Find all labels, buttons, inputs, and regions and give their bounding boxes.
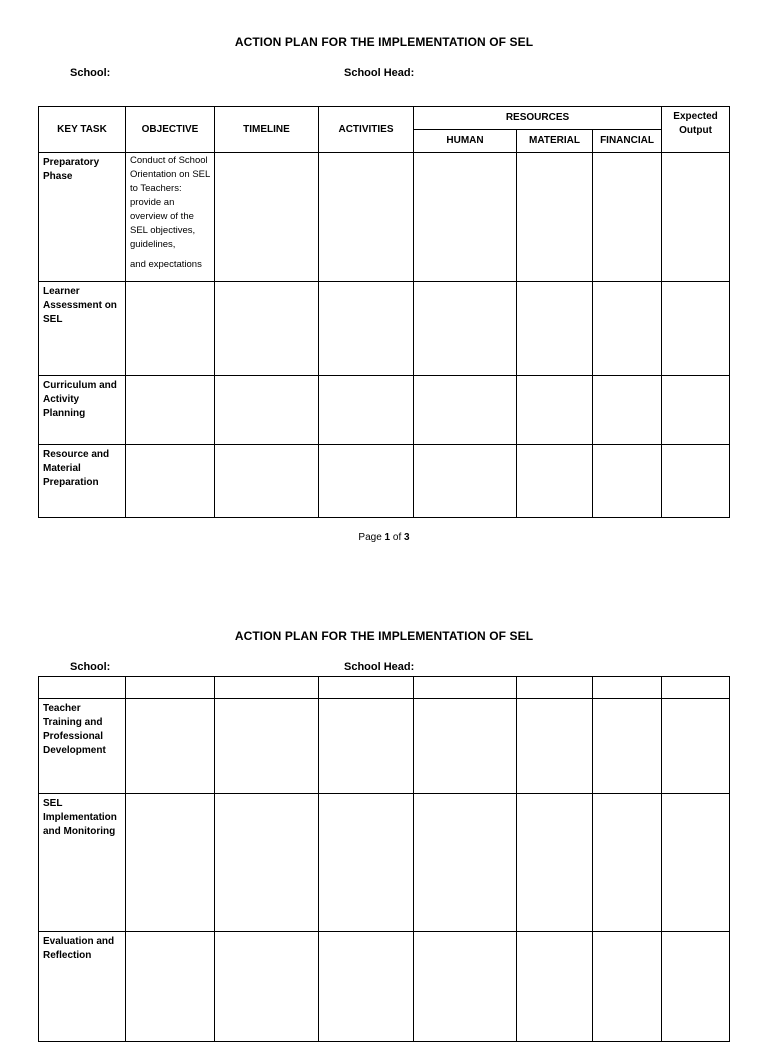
material-cell [517, 794, 593, 932]
table-row [39, 932, 730, 1042]
timeline-cell [215, 282, 319, 376]
footer-current-page: 1 [384, 532, 391, 543]
expected-output-cell [662, 794, 730, 932]
table-row [39, 699, 730, 794]
action-plan-table [38, 106, 730, 518]
key-task-cell: Evaluation and Reflection [39, 932, 126, 1042]
expected-output-cell [662, 699, 730, 794]
header-key-task: KEY TASK [39, 107, 126, 153]
key-task-cell: Resource and Material Preparation [39, 445, 126, 518]
objective-cell [126, 376, 215, 445]
objective-cell [126, 699, 215, 794]
header-resources: RESOURCES [414, 107, 662, 130]
expected-output-cell [662, 445, 730, 518]
activities-cell [319, 932, 414, 1042]
activities-cell [319, 376, 414, 445]
human-cell [414, 282, 517, 376]
financial-cell [593, 282, 662, 376]
human-cell [414, 699, 517, 794]
table-row [39, 677, 730, 699]
objective-cell [126, 153, 215, 282]
expected-output-cell [662, 376, 730, 445]
school-label: School: [70, 661, 111, 673]
human-cell [414, 445, 517, 518]
financial-cell [593, 445, 662, 518]
school-head-label: School Head: [344, 661, 415, 673]
objective-text: Conduct of School Orientation on SEL to Teachers: provide an overview of the SEL objectives, guidelines, [130, 155, 210, 250]
timeline-cell [215, 445, 319, 518]
key-task-cell: Learner Assessment on SEL [39, 282, 126, 376]
financial-cell [593, 699, 662, 794]
human-cell [414, 376, 517, 445]
timeline-cell [215, 153, 319, 282]
objective-text-extra: and expectations [130, 259, 202, 270]
key-task-cell: SEL Implementation and Monitoring [39, 794, 126, 932]
table-row [39, 153, 730, 282]
header-activities: ACTIVITIES [319, 107, 414, 153]
objective-cell [126, 282, 215, 376]
footer-page-label: Page [358, 532, 382, 543]
key-task-cell: Preparatory Phase [39, 153, 126, 282]
expected-output-cell [662, 932, 730, 1042]
school-head-label: School Head: [344, 67, 415, 79]
objective-cell [126, 794, 215, 932]
key-task-cell: Teacher Training and Professional Development [39, 699, 126, 794]
material-cell [517, 153, 593, 282]
header-financial: FINANCIAL [593, 130, 662, 153]
material-cell [517, 699, 593, 794]
expected-output-cell [662, 153, 730, 282]
human-cell [414, 153, 517, 282]
action-plan-table-continued [38, 676, 730, 1042]
activities-cell [319, 445, 414, 518]
objective-cell [126, 445, 215, 518]
page-title: ACTION PLAN FOR THE IMPLEMENTATION OF SEL [234, 35, 534, 49]
key-task-cell: Curriculum and Activity Planning [39, 376, 126, 445]
table-row [39, 445, 730, 518]
header-timeline: TIMELINE [215, 107, 319, 153]
header-material: MATERIAL [517, 130, 593, 153]
financial-cell [593, 376, 662, 445]
expected-output-cell [662, 282, 730, 376]
financial-cell [593, 932, 662, 1042]
activities-cell [319, 794, 414, 932]
material-cell [517, 376, 593, 445]
header-objective: OBJECTIVE [126, 107, 215, 153]
material-cell [517, 932, 593, 1042]
timeline-cell [215, 699, 319, 794]
timeline-cell [215, 376, 319, 445]
activities-cell [319, 699, 414, 794]
timeline-cell [215, 794, 319, 932]
material-cell [517, 282, 593, 376]
financial-cell [593, 794, 662, 932]
page-footer [0, 532, 768, 543]
table-row [39, 376, 730, 445]
timeline-cell [215, 932, 319, 1042]
material-cell [517, 445, 593, 518]
activities-cell [319, 282, 414, 376]
footer-of-label: of [392, 532, 402, 543]
footer-total-pages: 3 [404, 532, 410, 543]
table-row [39, 282, 730, 376]
objective-cell [126, 932, 215, 1042]
human-cell [414, 932, 517, 1042]
header-expected-output: Expected Output [662, 107, 730, 153]
human-cell [414, 794, 517, 932]
activities-cell [319, 153, 414, 282]
header-human: HUMAN [414, 130, 517, 153]
table-row [39, 794, 730, 932]
page-title: ACTION PLAN FOR THE IMPLEMENTATION OF SEL [234, 629, 534, 643]
financial-cell [593, 153, 662, 282]
school-label: School: [70, 67, 111, 79]
